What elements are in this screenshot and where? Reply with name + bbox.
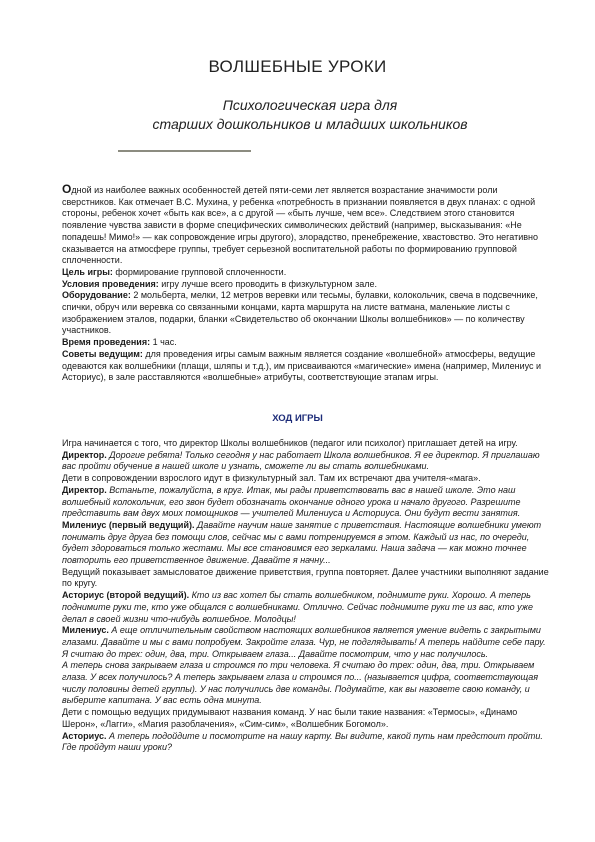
speech-text: А теперь подойдите и посмотрите на нашу карту. Вы видите, какой путь нам предстоит пройти. Где пройдут наши уроки?: [62, 730, 543, 753]
drop-cap: О: [62, 182, 72, 196]
game-paragraph: [62, 660, 550, 707]
conditions-item: [62, 279, 550, 291]
item-text: 2 мольберта, мелки, 12 метров веревки или тесьмы, булавки, колокольчик, свеча в подсвечнике, спички, обруч или веревка со связанными концами, карта маршрута на листе ватмана, маленькие листы с изображением эталов, подарки, бланки «Свидетельство об окончании Школы волшебников» — по количеству участников.: [62, 290, 538, 336]
speaker-label: Асториус (второй ведущий).: [62, 590, 190, 601]
game-paragraph: [62, 590, 550, 625]
speech-text: А теперь снова закрываем глаза и строимся по три человека. Я считаю до трех: один, два, три. Открываем глаза. У всех получилось? А теперь закрываем глаза и строимся по... (называется цифра, соответствующая числу половины детей группы). У нас получились две команды. Подумайте, как вы назовете свою команду, и выберите капитана. У вас есть одна минута.: [62, 660, 539, 706]
game-paragraph: [62, 485, 550, 520]
item-label: Советы ведущим:: [62, 348, 143, 359]
intro-text: дной из наиболее важных особенностей детей пяти-семи лет является возрастание значимости роли сверстников. Как отмечает В.С. Мухина, у ребенка «потребность в признании появляется в двух планах: с одной стороны, ребенок хочет «быть как все», а с другой — «быть лучше, чем все». Следствием этого становится появление чувства зависти в форме специфических символических действий (например, высказывания: «Не попадешь! Мимо!» — как сопровождение игры другого), злорадство, пренебрежение, хвастовство. Это негативно сказывается на атмосфере группы, требует серьезной воспитательной работы по формированию групповой сплоченности.: [62, 185, 538, 266]
equipment-item: [62, 290, 550, 337]
item-text: игру лучше всего проводить в физкультурном зале.: [158, 278, 377, 289]
paragraph-text: Дети в сопровождении взрослого идут в физкультурный зал. Там их встречают два учителя-«мага».: [62, 473, 481, 484]
tips-item: [62, 349, 550, 384]
item-label: Цель игры:: [62, 266, 113, 277]
speech-text: А еще отличительным свойством настоящих волшебников является умение видеть с закрытыми глазами. Давайте и мы с вами попробуем. Закройте глаза. Чур, не подглядывать! А теперь найдите себе пару. Я считаю до трех: один, два, три. Открываем глаза... Давайте посмотрим, что у нас получилось.: [62, 625, 546, 659]
item-label: Условия проведения:: [62, 278, 159, 289]
game-paragraph: [62, 731, 550, 754]
game-paragraph: [62, 707, 550, 730]
item-text: 1 час.: [150, 337, 177, 348]
section-heading: ХОД ИГРЫ: [272, 413, 323, 424]
intro-section: [62, 184, 550, 384]
speaker-label: Директор.: [62, 484, 107, 495]
game-paragraph: [62, 438, 550, 450]
speech-text: Давайте научим наше занятие с приветствия. Настоящие волшебники умеют понимать друг друга без помощи слов, сейчас мы с вами потренируемся в этом. Каждый из нас, по очереди, будет здороваться только жестами. Мы все становимся его зеркалами. Наша задача — как можно точнее повторить его приветственное движение. Давайте я начну...: [62, 519, 542, 566]
speaker-label: Асториус.: [62, 730, 107, 741]
item-text: для проведения игры самым важным является создание «волшебной» атмосферы, ведущие одеваются как волшебники (плащи, шляпы и т.д.), им присваиваются «магические» имена (например, Милениус и Асториус), в зале расставляются «волшебные» атрибуты, соответствующие этапам игры.: [62, 348, 542, 383]
speech-text: Встаньте, пожалуйста, в круг. Итак, мы рады приветствовать вас в нашей школе. Это наш волшебный колокольчик, его звон будет обозначать окончание одного урока и начало другого. Разрешите представить вам двух моих помощников — учителей Милениуса и Асториуса. Они будут вести занятия.: [62, 484, 521, 519]
subtitle: [100, 96, 520, 134]
subtitle-line-1: Психологическая игра для: [222, 97, 398, 113]
goal-item: [62, 267, 550, 279]
speech-text: Дорогие ребята! Только сегодня у нас работает Школа волшебников. Я ее директор. Я приглашаю вас пройти обучение в нашей школе и узнать, сможете ли вы стать волшебниками.: [62, 449, 540, 472]
paragraph-text: Дети с помощью ведущих придумывают названия команд. У нас были такие названия: «Термосы», «Динамо Шерон», «Лагги», «Магия разоблачения», «Сим-сим», «Волшебник Богомол».: [62, 707, 518, 729]
game-paragraph: [62, 473, 550, 485]
subtitle-line-2: старших дошкольников и младших школьников: [152, 116, 468, 132]
item-label: Время проведения:: [62, 337, 151, 348]
game-paragraph: [62, 567, 550, 590]
speaker-label: Милениус.: [62, 625, 109, 636]
speaker-label: Директор.: [62, 449, 107, 460]
item-label: Оборудование:: [62, 290, 131, 301]
paragraph-text: Ведущий показывает замысловатое движение приветствия, группа повторяет. Далее участники выполняют задание по кругу.: [62, 566, 549, 589]
game-paragraph: [62, 625, 550, 660]
duration-item: [62, 337, 550, 349]
intro-paragraph: [62, 184, 550, 267]
item-text: формирование групповой сплоченности.: [112, 266, 287, 277]
speech-text: Кто из вас хотел бы стать волшебником, поднимите руки. Хорошо. А теперь поднимите руки те, кто уже общался с волшебниками. Отлично. Сейчас поднимите руки те из вас, кто уже делал в своей жизни что-нибудь волшебное. Молодцы!: [62, 590, 533, 624]
title-divider: [118, 150, 251, 152]
speaker-label: Милениус (первый ведущий).: [62, 519, 195, 530]
paragraph-text: Игра начинается с того, что директор Школы волшебников (педагог или психолог) приглашает детей на игру.: [62, 438, 518, 448]
game-paragraph: [62, 520, 550, 567]
game-section: [62, 438, 550, 754]
game-paragraph: [62, 450, 550, 473]
page-title: ВОЛШЕБНЫЕ УРОКИ: [208, 57, 387, 76]
